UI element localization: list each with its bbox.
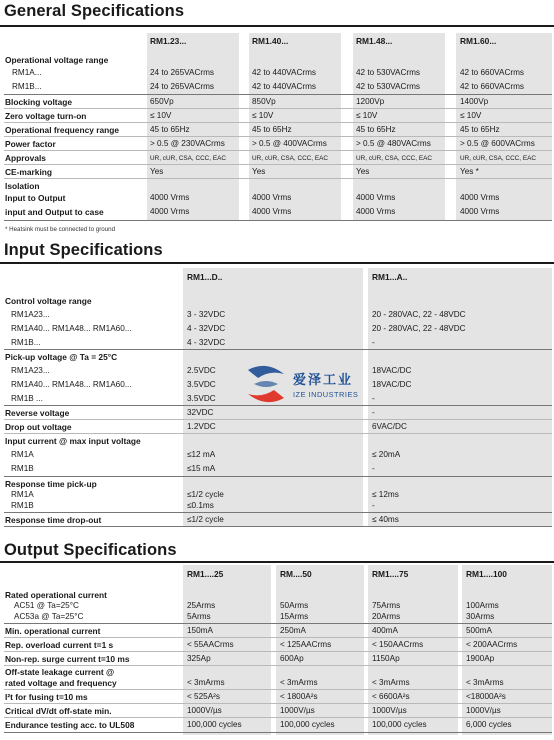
output-cell: 15Arms <box>280 612 309 621</box>
output-cell: 30Arms <box>466 612 495 621</box>
output-cell: < 125AACrms <box>280 640 332 649</box>
input-cell: ≤0.1ms <box>187 501 214 510</box>
input-cell: - <box>372 408 375 417</box>
output-cell: 1000V/µs <box>187 706 222 715</box>
general-cell: 4000 Vrms <box>252 207 292 216</box>
input-row-label: Pick-up voltage @ Ta = 25°C <box>5 352 118 362</box>
output-row-label: Rep. overload current t=1 s <box>5 640 114 650</box>
general-cell: 24 to 265VACrms <box>150 68 215 77</box>
input-row-label: RM1A23... <box>11 366 50 375</box>
output-cell: 1900Ap <box>466 654 495 663</box>
row-divider <box>4 703 552 704</box>
output-row-label: AC53a @ Ta=25°C <box>14 612 84 621</box>
input-cell: ≤ 20mA <box>372 450 401 459</box>
input-cell: 20 - 280VAC, 22 - 48VDC <box>372 324 466 333</box>
general-cell: 1200Vp <box>356 97 385 106</box>
output-spec-title: Output Specifications <box>4 541 177 559</box>
general-cell: Yes <box>356 167 370 176</box>
general-cell: 4000 Vrms <box>150 193 190 202</box>
general-row-label: Blocking voltage <box>5 97 73 107</box>
general-row-label: RM1B... <box>12 82 42 91</box>
output-cell: 500mA <box>466 626 492 635</box>
general-cell: ≤ 10V <box>150 111 172 120</box>
general-row-label: CE-marking <box>5 167 53 177</box>
output-col-header: RM1....25 <box>187 569 224 579</box>
general-row-label: RM1A... <box>12 68 42 77</box>
general-cell: UR, cUR, CSA, CCC, EAC <box>356 155 432 162</box>
output-cell: 100,000 cycles <box>372 720 427 729</box>
output-cell: 75Arms <box>372 601 401 610</box>
general-cell: 4000 Vrms <box>356 193 396 202</box>
output-cell: 1000V/µs <box>372 706 407 715</box>
output-title-rule <box>0 561 554 563</box>
row-divider <box>4 136 552 137</box>
input-row-label: RM1B ... <box>11 394 43 403</box>
row-divider <box>4 178 552 179</box>
output-cell: < 6600A²s <box>372 692 410 701</box>
general-col-header: RM1.60... <box>460 36 497 46</box>
general-cell: Yes <box>252 167 266 176</box>
row-divider <box>4 122 552 123</box>
output-col-header: RM....50 <box>280 569 312 579</box>
output-cell: 600Ap <box>280 654 304 663</box>
row-divider <box>4 405 552 406</box>
output-cell: 100,000 cycles <box>187 720 242 729</box>
row-divider <box>4 637 552 638</box>
general-cell: 24 to 265VACrms <box>150 82 215 91</box>
input-cell: 3.5VDC <box>187 380 216 389</box>
general-cell: UR, cUR, CSA, CCC, EAC <box>150 155 226 162</box>
input-cell: 18VAC/DC <box>372 380 412 389</box>
input-cell: 2.5VDC <box>187 366 216 375</box>
general-cell: 45 to 65Hz <box>460 125 500 134</box>
output-cell: 150mA <box>187 626 213 635</box>
input-cell: - <box>372 501 375 510</box>
output-cell: 50Arms <box>280 601 309 610</box>
general-row-label: Input to Output <box>5 193 66 203</box>
row-divider <box>4 689 552 690</box>
general-cell: > 0.5 @ 400VACrms <box>252 139 327 148</box>
row-divider <box>4 220 552 221</box>
watermark-english-text: IZE INDUSTRIES <box>293 390 359 399</box>
row-divider <box>4 732 552 733</box>
output-row-label: Critical dV/dt off-state min. <box>5 706 112 716</box>
output-cell: 400mA <box>372 626 398 635</box>
general-row-label: Operational frequency range <box>5 125 120 135</box>
input-cell: 3 - 32VDC <box>187 310 226 319</box>
output-cell: < 200AACrms <box>466 640 518 649</box>
output-cell: 100Arms <box>466 601 499 610</box>
row-divider <box>4 108 552 109</box>
ize-industries-logo-icon <box>244 364 288 404</box>
input-row-label: RM1A23... <box>11 310 50 319</box>
general-cell: 42 to 530VACrms <box>356 82 421 91</box>
input-cell: 3.5VDC <box>187 394 216 403</box>
general-cell: 4000 Vrms <box>460 207 500 216</box>
input-title-rule <box>0 262 554 264</box>
general-cell: 45 to 65Hz <box>252 125 292 134</box>
general-cell: > 0.5 @ 230VACrms <box>150 139 225 148</box>
general-cell: 1400Vp <box>460 97 489 106</box>
input-row-label: Control voltage range <box>5 296 92 306</box>
input-cell: 20 - 280VAC, 22 - 48VDC <box>372 310 466 319</box>
output-col-header: RM1....100 <box>466 569 507 579</box>
general-cell: 42 to 660VACrms <box>460 68 525 77</box>
input-row-label: RM1A <box>11 450 34 459</box>
general-cell: > 0.5 @ 480VACrms <box>356 139 431 148</box>
row-divider <box>4 419 552 420</box>
input-cell: ≤ 12ms <box>372 490 399 499</box>
row-divider <box>4 717 552 718</box>
general-cell: ≤ 10V <box>356 111 378 120</box>
general-cell: UR, cUR, CSA, CCC, EAC <box>252 155 328 162</box>
output-cell: < 525A²s <box>187 692 220 701</box>
output-cell: 250mA <box>280 626 306 635</box>
general-cell: Yes <box>150 167 164 176</box>
input-row-label: Reverse voltage <box>5 408 70 418</box>
input-row-label: Response time pick-up <box>5 479 97 489</box>
general-spec-title: General Specifications <box>4 2 185 20</box>
input-cell: 1.2VDC <box>187 422 216 431</box>
output-cell: 6,000 cycles <box>466 720 512 729</box>
output-cell: < 3mArms <box>372 678 410 687</box>
general-title-rule <box>0 25 554 27</box>
input-cell: - <box>372 338 375 347</box>
output-row-label: Off-state leakage current @ <box>5 667 115 677</box>
input-cell: 4 - 32VDC <box>187 338 226 347</box>
general-cell: 650Vp <box>150 97 174 106</box>
general-row-label: Operational voltage range <box>5 55 109 65</box>
row-divider <box>4 94 552 95</box>
general-cell: 45 to 65Hz <box>356 125 396 134</box>
output-cell: <18000A²s <box>466 692 506 701</box>
input-cell: - <box>372 394 375 403</box>
input-row-label: RM1B <box>11 464 34 473</box>
input-cell: ≤1/2 cycle <box>187 490 224 499</box>
output-cell: 100,000 cycles <box>280 720 335 729</box>
general-footnote: * Heatsink must be connected to ground <box>5 226 116 233</box>
row-divider <box>4 665 552 666</box>
general-row-label: Power factor <box>5 139 56 149</box>
output-cell: 25Arms <box>187 601 216 610</box>
row-divider <box>4 150 552 151</box>
row-divider <box>4 512 552 513</box>
general-cell: > 0.5 @ 600VACrms <box>460 139 535 148</box>
input-cell: ≤ 40ms <box>372 515 399 524</box>
output-col-header: RM1....75 <box>372 569 409 579</box>
general-cell: 42 to 440VACrms <box>252 68 317 77</box>
input-row-label: RM1A40... RM1A48... RM1A60... <box>11 380 132 389</box>
input-cell: 18VAC/DC <box>372 366 412 375</box>
input-row-label: Response time drop-out <box>5 515 102 525</box>
output-cell: < 55AACrms <box>187 640 234 649</box>
output-row-label: Rated operational current <box>5 590 107 600</box>
general-cell: 850Vp <box>252 97 276 106</box>
row-divider <box>4 476 552 477</box>
input-cell: 4 - 32VDC <box>187 324 226 333</box>
general-cell: 4000 Vrms <box>252 193 292 202</box>
output-cell: < 1800A²s <box>280 692 318 701</box>
row-divider <box>4 433 552 434</box>
general-row-label: Isolation <box>5 181 40 191</box>
output-row-label: Min. operational current <box>5 626 101 636</box>
input-row-label: RM1A <box>11 490 34 499</box>
row-divider <box>4 623 552 624</box>
output-cell: 325Ap <box>187 654 211 663</box>
input-row-label: RM1B... <box>11 338 41 347</box>
general-cell: 45 to 65Hz <box>150 125 190 134</box>
input-spec-title: Input Specifications <box>4 241 163 259</box>
input-cell: - <box>372 464 375 473</box>
row-divider <box>4 526 552 527</box>
input-cell: 6VAC/DC <box>372 422 407 431</box>
input-cell: ≤1/2 cycle <box>187 515 224 524</box>
general-row-label: Approvals <box>5 153 46 163</box>
general-row-label: input and Output to case <box>5 207 104 217</box>
row-divider <box>4 164 552 165</box>
input-row-label: Drop out voltage <box>5 422 72 432</box>
general-cell: Yes * <box>460 167 479 176</box>
output-row-label: rated voltage and frequency <box>5 678 117 688</box>
general-col-header: RM1.23... <box>150 36 187 46</box>
output-cell: < 3mArms <box>280 678 318 687</box>
general-cell: ≤ 10V <box>252 111 274 120</box>
row-divider <box>4 349 552 350</box>
general-col-header: RM1.40... <box>252 36 289 46</box>
general-cell: 4000 Vrms <box>356 207 396 216</box>
general-cell: ≤ 10V <box>460 111 482 120</box>
output-row-label: Endurance testing acc. to UL508 <box>5 720 135 730</box>
output-cell: < 3mArms <box>466 678 504 687</box>
output-cell: < 150AACrms <box>372 640 424 649</box>
row-divider <box>4 651 552 652</box>
general-cell: 4000 Vrms <box>150 207 190 216</box>
general-cell: UR, cUR, CSA, CCC, EAC <box>460 155 536 162</box>
general-cell: 42 to 660VACrms <box>460 82 525 91</box>
input-row-label: Input current @ max input voltage <box>5 436 141 446</box>
general-row-label: Zero voltage turn-on <box>5 111 87 121</box>
watermark-chinese-text: 爱泽工业 <box>293 373 354 388</box>
output-cell: 1000V/µs <box>280 706 315 715</box>
output-cell: < 3mArms <box>187 678 225 687</box>
input-cell: ≤12 mA <box>187 450 216 459</box>
general-cell: 4000 Vrms <box>460 193 500 202</box>
output-cell: 20Arms <box>372 612 401 621</box>
general-cell: 42 to 530VACrms <box>356 68 421 77</box>
output-row-label: I²t for fusing t=10 ms <box>5 692 88 702</box>
input-cell: 32VDC <box>187 408 214 417</box>
input-col-header: RM1...A.. <box>372 272 408 282</box>
output-cell: 1150Ap <box>372 654 400 663</box>
input-cell: ≤15 mA <box>187 464 216 473</box>
output-cell: 1000V/µs <box>466 706 501 715</box>
general-col-header: RM1.48... <box>356 36 393 46</box>
input-row-label: RM1B <box>11 501 34 510</box>
input-row-label: RM1A40... RM1A48... RM1A60... <box>11 324 132 333</box>
input-col-header: RM1...D.. <box>187 272 223 282</box>
output-row-label: Non-rep. surge current t=10 ms <box>5 654 130 664</box>
general-cell: 42 to 440VACrms <box>252 82 317 91</box>
input-col-shade-2 <box>368 268 552 526</box>
output-row-label: AC51 @ Ta=25°C <box>14 601 79 610</box>
output-cell: 5Arms <box>187 612 211 621</box>
